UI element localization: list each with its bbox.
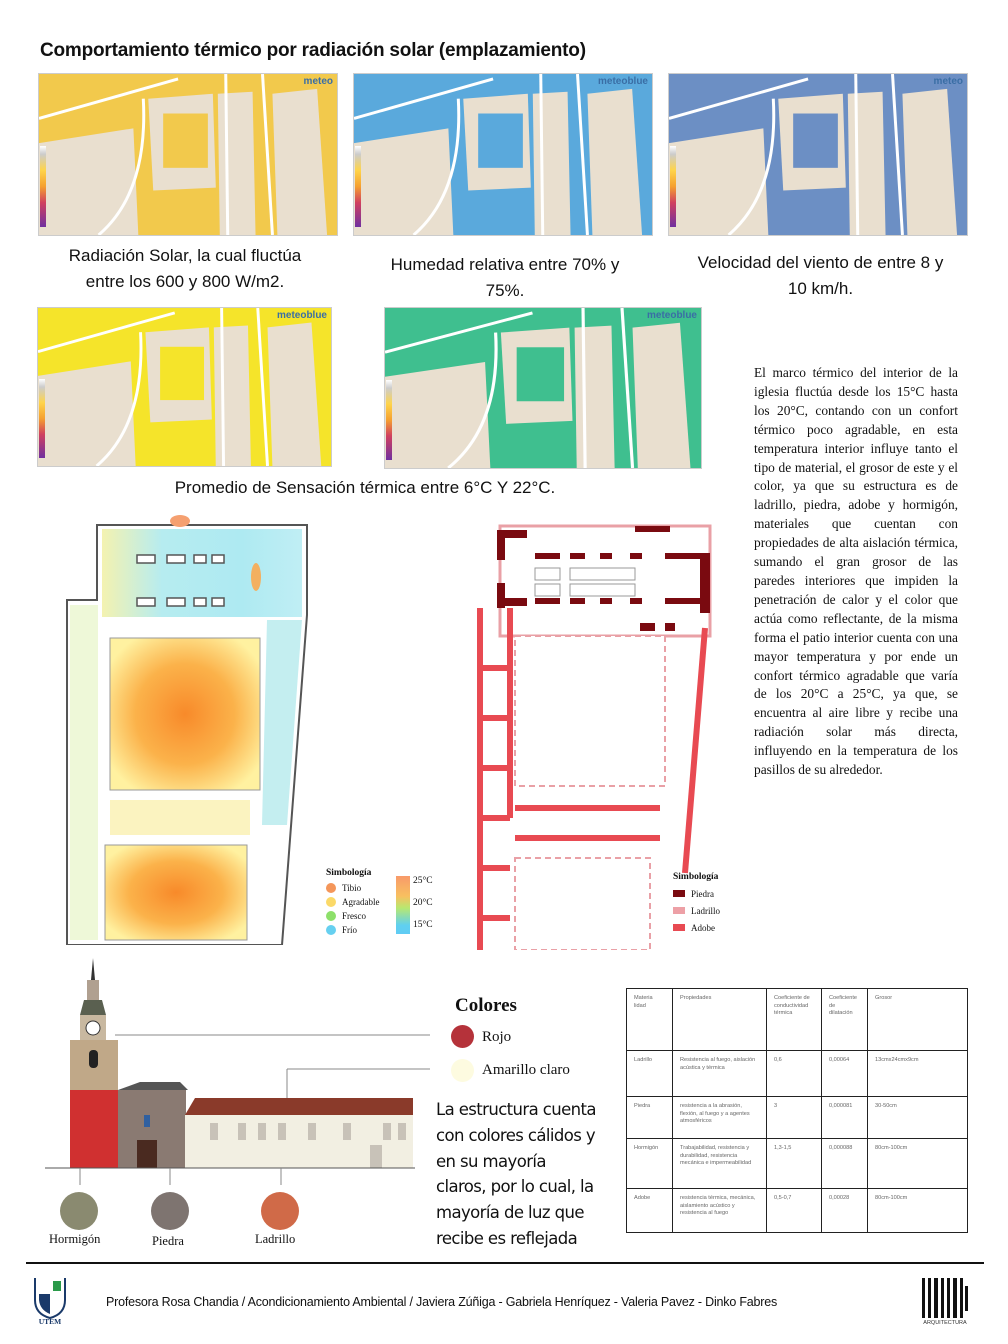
map-image [354, 74, 652, 235]
caption-line: 10 km/h. [787, 279, 854, 298]
table-header-cell: Coeficiente de dilatación [822, 989, 868, 1051]
thermal-description: El marco térmico del interior de la iglesia fluctúa desde los 15°C hasta los 20°C, contando con un confort térmico poco agradable, en esta temperatura interior influye tanto el tipo de material, el grosor de este y el color, ya que su estructura es de ladrillo, piedra, adobe y hormigón, materiales que cuentan con propiedades de alta aislación térmica, sumando el gran grosor de las paredes interiores que impiden la penetración de calor y el color que actúa como reflectante, de la misma forma el patio interior cuenta con una mayor temperatura y por ende un confort térmico agradable que varía de los 20°C a 25°C, ya que, se encuentra al aire libre y recibe una radiación solar más directa, influyendo en la temperatura de los pasillos de su alrededor. [754, 365, 958, 778]
table-header-row [627, 989, 968, 1051]
legend-swatch [673, 907, 685, 914]
legend-swatch [326, 883, 336, 893]
thermal-legend-item [326, 923, 379, 937]
table-cell: Trabajabilidad, resistencia y durabilidad, resistencia mecánica e impermeabilidad [673, 1139, 767, 1189]
floor-plan-heatmap [62, 515, 312, 945]
table-header-cell: Materia lidad [627, 989, 673, 1051]
table-cell: 0,000088 [822, 1139, 868, 1189]
table-row [627, 1189, 968, 1233]
table-header-cell: Coeficiente de conductividad térmica [767, 989, 822, 1051]
legend-label: Ladrillo [691, 905, 720, 916]
map-legend-bar [670, 146, 676, 227]
color-swatch-red [451, 1025, 474, 1048]
legend-label: Adobe [691, 922, 715, 933]
scale-label: 25°C [413, 876, 433, 886]
table-cell: Adobe [627, 1189, 673, 1233]
map-image [669, 74, 967, 235]
thermal-legend-item [326, 909, 379, 923]
table-row [627, 1139, 968, 1189]
map-image [385, 308, 701, 468]
utem-logo-text: UTEM [38, 1317, 62, 1326]
text-line: recibe es reflejada [436, 1228, 578, 1248]
material-legend-item [673, 885, 720, 902]
scale-label: 15°C [413, 920, 433, 930]
map-brand: meteo [933, 76, 963, 87]
map-brand: meteoblue [276, 310, 327, 321]
arquitectura-logo-icon [920, 1276, 970, 1320]
material-label: Ladrillo [255, 1232, 296, 1246]
thermal-legend-item [326, 895, 379, 909]
material-legend-title: Simbología [673, 872, 719, 882]
table-cell: Ladrillo [627, 1051, 673, 1097]
material-legend-item [673, 902, 720, 919]
caption-line: Humedad relativa entre 70% y [390, 255, 620, 274]
map-legend-bar [40, 146, 46, 227]
legend-swatch [326, 925, 336, 935]
table-cell: Hormigón [627, 1139, 673, 1189]
legend-label: Frío [342, 925, 358, 935]
material-legend [673, 872, 720, 936]
caption-solar [40, 243, 330, 295]
map-legend-bar [386, 380, 392, 460]
table-row [627, 1097, 968, 1139]
material-image-piedra [151, 1192, 189, 1230]
table-cell: Resistencia al fuego, aislación acústica y térmica [673, 1051, 767, 1097]
material-legend-item [673, 919, 720, 936]
table-cell: 1,3-1,5 [767, 1139, 822, 1189]
table-cell: 0,00064 [822, 1051, 868, 1097]
table-cell: 0,6 [767, 1051, 822, 1097]
colors-description [436, 1097, 596, 1252]
caption-feels-like: Promedio de Sensación térmica entre 6°C Y 22°C. [174, 478, 556, 497]
thermal-floor-plan [62, 515, 312, 945]
table-cell: 80cm-100cm [868, 1139, 968, 1189]
church-facade-drawing [40, 955, 430, 1185]
footer-credits: Profesora Rosa Chandia / Acondicionamiento Ambiental / Javiera Zúñiga - Gabriela Henríquez - Valeria Pavez - Dinko Fabres [106, 1295, 778, 1309]
church-elevation [40, 955, 430, 1185]
material-label: Hormigón [49, 1232, 101, 1246]
table-row [627, 1051, 968, 1097]
text-line: La estructura cuenta [436, 1100, 596, 1119]
table-cell: resistencia térmica, mecánica, aislamiento acústico y resistencia al fuego [673, 1189, 767, 1233]
arquitectura-logo [920, 1276, 970, 1328]
utem-logo [33, 1276, 67, 1328]
caption-line: Radiación Solar, la cual fluctúa [68, 246, 302, 265]
table-cell: resistencia a la abrasión, flexión, al fuego y a agentes atmosféricos [673, 1097, 767, 1139]
table-cell: 80cm-100cm [868, 1189, 968, 1233]
material-image-hormigon [60, 1192, 98, 1230]
material-label: Piedra [152, 1234, 184, 1248]
caption-line: 75%. [485, 281, 525, 300]
table-header-cell: Propiedades [673, 989, 767, 1051]
legend-swatch [326, 897, 336, 907]
table-cell: 0,5-0,7 [767, 1189, 822, 1233]
scale-label: 20°C [413, 898, 433, 908]
legend-label: Tibio [342, 883, 362, 893]
table-cell: 0,000081 [822, 1097, 868, 1139]
legend-label: Agradable [342, 897, 380, 907]
table-cell: 30-50cm [868, 1097, 968, 1139]
caption-humidity [355, 252, 655, 304]
legend-label: Fresco [342, 911, 366, 921]
map-brand: meteo [303, 76, 333, 87]
map-brand: meteoblue [597, 76, 648, 87]
table-header-cell: Grosor [868, 989, 968, 1051]
temperature-scale-bar [396, 876, 410, 934]
legend-swatch [673, 924, 685, 931]
map-image [38, 308, 331, 466]
caption-line: entre los 600 y 800 W/m2. [85, 272, 285, 291]
color-label: Amarillo claro [482, 1062, 570, 1078]
thermal-legend-title: Simbología [326, 868, 372, 878]
map-feels-like-b [384, 307, 702, 469]
table-cell: 13cmx24cmx9cm [868, 1051, 968, 1097]
legend-label: Piedra [691, 888, 714, 899]
arquitectura-logo-text: ARQUITECTURA [923, 1320, 967, 1326]
text-line: mayoría de luz que [436, 1203, 584, 1223]
map-legend-bar [355, 146, 361, 227]
footer-divider [26, 1262, 984, 1264]
map-image [39, 74, 337, 235]
map-feels-like-a [37, 307, 332, 467]
map-humidity [353, 73, 653, 236]
table-cell: 3 [767, 1097, 822, 1139]
color-label: Rojo [482, 1029, 512, 1045]
thermal-legend-item [326, 881, 379, 895]
text-line: con colores cálidos y [436, 1125, 596, 1145]
legend-swatch [673, 890, 685, 897]
table-cell: Piedra [627, 1097, 673, 1139]
table-cell: 0,00028 [822, 1189, 868, 1233]
material-image-ladrillo [261, 1192, 299, 1230]
map-wind [668, 73, 968, 236]
caption-line: Velocidad del viento de entre 8 y [697, 253, 944, 272]
map-solar-radiation [38, 73, 338, 236]
text-line: claros, por lo cual, la [436, 1177, 594, 1197]
caption-wind [668, 250, 973, 302]
color-swatch-light-yellow [451, 1059, 474, 1082]
page-title: Comportamiento térmico por radiación solar (emplazamiento) [40, 40, 586, 61]
colors-legend-title: Colores [455, 995, 517, 1016]
map-brand: meteoblue [646, 310, 697, 321]
thermal-legend [326, 868, 379, 937]
text-line: en su mayoría [436, 1151, 546, 1171]
map-legend-bar [39, 379, 45, 458]
materials-table [626, 988, 968, 1233]
legend-swatch [326, 911, 336, 921]
